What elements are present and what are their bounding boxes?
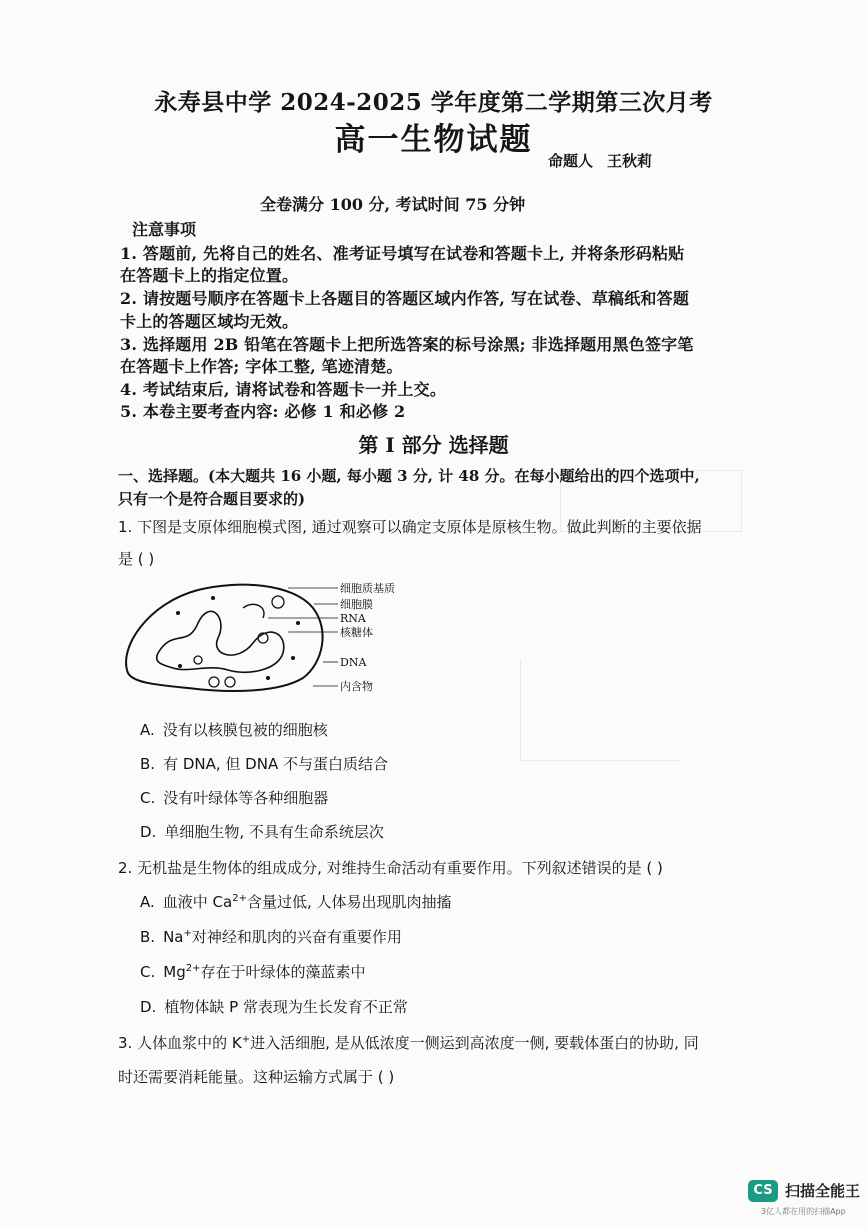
dna-loop [157, 611, 284, 672]
q2-option-c: C. $Mg^{2+}$存在于叶绿体的藻蓝素中 [140, 963, 366, 981]
question-2-stem: 2. 无机盐是生物体的组成成分, 对维持生命活动有重要作用。下列叙述错误的是 ( ) [118, 859, 663, 877]
question-1-stem-cont: 是 ( ) [118, 550, 155, 568]
label-ribosome: 核糖体 [340, 626, 373, 639]
scanner-tagline: 3亿人都在用的扫描App [761, 1207, 846, 1216]
q1-option-b: B. 有 DNA, 但 DNA 不与蛋白质结合 [140, 755, 388, 773]
note-line: 在答题卡上的指定位置。 [120, 266, 299, 285]
author-line [548, 150, 652, 171]
note-line: 4. 考试结束后, 请将试卷和答题卡一并上交。 [120, 380, 447, 399]
note-line: 2. 请按题号顺序在答题卡上各题目的答题区域内作答, 写在试卷、草稿纸和答题 [120, 289, 690, 308]
q1-option-c: C. 没有叶绿体等各种细胞器 [140, 789, 329, 807]
q1-option-a: A. 没有以核膜包被的细胞核 [140, 721, 328, 739]
label-rna: RNA [340, 612, 366, 625]
full-score-info: 全卷满分 100 分, 考试时间 75 分钟 [260, 195, 526, 214]
label-cell-membrane: 细胞膜 [340, 598, 373, 611]
note-line: 在答题卡上作答; 字体工整, 笔迹清楚。 [120, 357, 403, 376]
mycoplasma-cell-diagram [118, 578, 418, 698]
question-3-stem-cont: 时还需要消耗能量。这种运输方式属于 ( ) [118, 1068, 395, 1086]
section-instruction-cont: 只有一个是符合题目要求的) [118, 490, 306, 508]
bleed-through-mark [520, 660, 681, 761]
note-line: 1. 答题前, 先将自己的姓名、准考证号填写在试卷和答题卡上, 并将条形码粘贴 [120, 244, 685, 263]
author-name: 王秋莉 [607, 152, 653, 170]
question-1-stem: 1. 下图是支原体细胞模式图, 通过观察可以确定支原体是原核生物。做此判断的主要依据 [118, 518, 702, 536]
rna-strand [243, 604, 264, 618]
exam-title: 永寿县中学 2024-2025 学年度第二学期第三次月考 [154, 89, 713, 116]
note-line: 5. 本卷主要考查内容: 必修 1 和必修 2 [120, 402, 406, 421]
q2-option-a: A. 血液中 $Ca^{2+}$含量过低, 人体易出现肌肉抽搐 [140, 893, 452, 911]
ribosome-group [194, 596, 284, 687]
q1-option-d: D. 单细胞生物, 不具有生命系统层次 [140, 823, 384, 841]
q2-option-d: D. 植物体缺 P 常表现为生长发育不正常 [140, 998, 408, 1016]
scanner-logo-icon: CS [748, 1180, 778, 1202]
note-line: 3. 选择题用 2B 铅笔在答题卡上把所选答案的标号涂黑; 非选择题用黑色签字笔 [120, 335, 694, 354]
q2-option-b: B. Na+对神经和肌肉的兴奋有重要作用 [140, 928, 402, 946]
cell-membrane [126, 585, 323, 691]
label-dna: DNA [340, 656, 367, 669]
label-inclusion: 内含物 [340, 680, 373, 693]
label-cytoplasm-matrix: 细胞质基质 [340, 582, 395, 595]
author-label: 命题人 [548, 152, 594, 170]
scanner-brand: 扫描全能王 [785, 1182, 861, 1200]
part-title: 第 Ⅰ 部分 选择题 [358, 433, 509, 457]
notes-heading: 注意事项 [132, 220, 197, 239]
section-instruction: 一、选择题。(本大题共 16 小题, 每小题 3 分, 计 48 分。在每小题给出的四个选项中, [118, 467, 700, 485]
note-line: 卡上的答题区域均无效。 [120, 312, 299, 331]
question-3-stem: 3. 人体血浆中的 K+进入活细胞, 是从低浓度一侧运到高浓度一侧, 要载体蛋白的协助, 同 [118, 1034, 699, 1052]
exam-subtitle: 高一生物试题 [334, 122, 533, 158]
